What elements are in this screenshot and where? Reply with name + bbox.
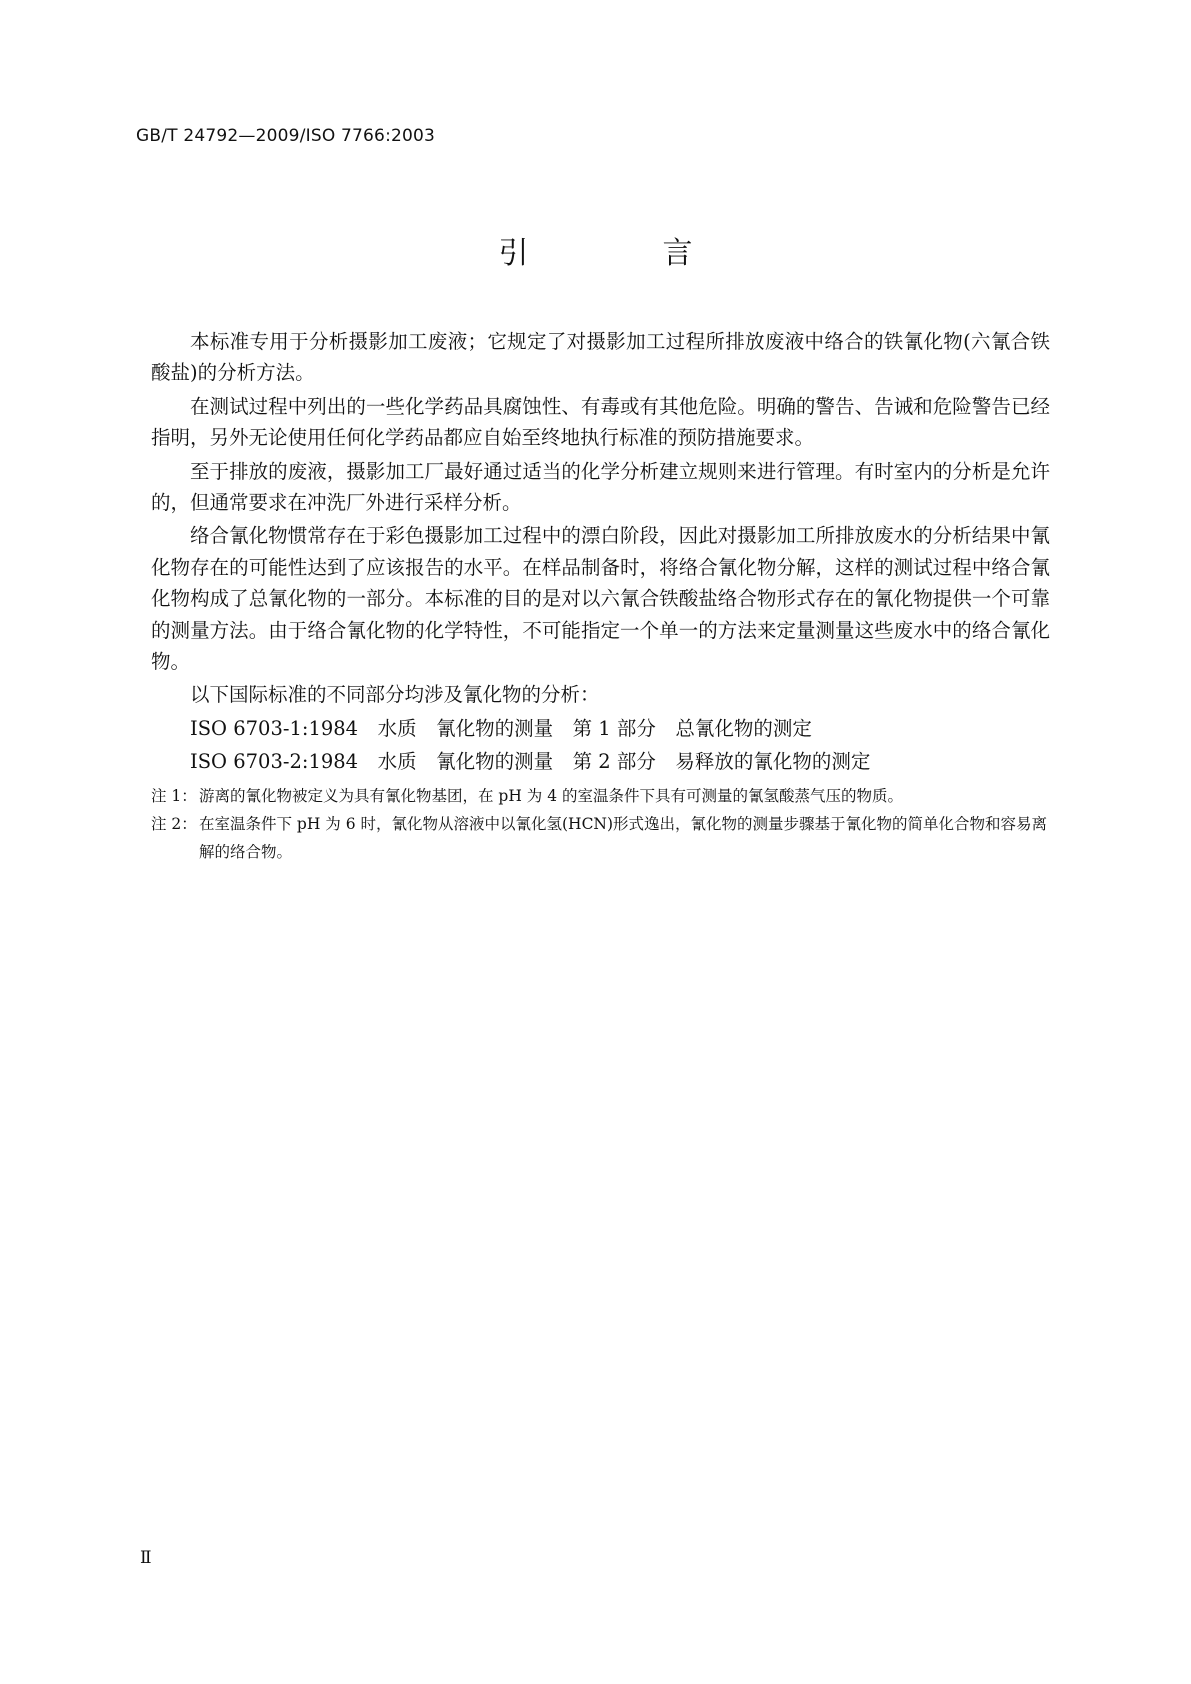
intro-paragraph-3: 至于排放的废液，摄影加工厂最好通过适当的化学分析建立规则来进行管理。有时室内的分析是允许的，但通常要求在冲洗厂外进行采样分析。 bbox=[151, 459, 1050, 515]
standard-id-header: GB/T 24792—2009/ISO 7766:2003 bbox=[136, 126, 436, 146]
intro-paragraph-5: 以下国际标准的不同部分均涉及氰化物的分析： bbox=[190, 683, 600, 707]
note-2-label: 注 2： bbox=[151, 814, 197, 833]
note-2-text: 在室温条件下 pH 为 6 时，氰化物从溶液中以氰化氢(HCN)形式逸出，氰化物的测量步骤基于氰化物的简单化合物和容易离解的络合物。 bbox=[199, 814, 1048, 861]
note-1-label: 注 1： bbox=[151, 786, 197, 805]
page-title: 引 言 bbox=[498, 236, 745, 271]
reference-item-2: ISO 6703-2:1984 水质 氰化物的测量 第 2 部分 易释放的氰化物的测定 bbox=[190, 750, 871, 774]
note-1 bbox=[151, 782, 1050, 810]
page-number: Ⅱ bbox=[140, 1548, 152, 1568]
reference-item-1: ISO 6703-1:1984 水质 氰化物的测量 第 1 部分 总氰化物的测定 bbox=[190, 716, 812, 740]
note-2 bbox=[151, 810, 1050, 866]
introduction-body bbox=[151, 326, 1050, 866]
intro-paragraph-4: 络合氰化物惯常存在于彩色摄影加工过程中的漂白阶段，因此对摄影加工所排放废水的分析结果中氰化物存在的可能性达到了应该报告的水平。在样品制备时，将络合氰化物分解，这样的测试过程中络合氰化物构成了总氰化物的一部分。本标准的目的是对以六氰合铁酸盐络合物形式存在的氰化物提供一个可靠的测量方法。由于络合氰化物的化学特性，不可能指定一个单一的方法来定量测量这些废水中的络合氰化物。 bbox=[151, 524, 1050, 674]
note-1-text: 游离的氰化物被定义为具有氰化物基团，在 pH 为 4 的室温条件下具有可测量的氰氢酸蒸气压的物质。 bbox=[199, 786, 904, 805]
intro-paragraph-2: 在测试过程中列出的一些化学药品具腐蚀性、有毒或有其他危险。明确的警告、告诫和危险警告已经指明，另外无论使用任何化学药品都应自始至终地执行标准的预防措施要求。 bbox=[151, 394, 1050, 450]
intro-paragraph-1: 本标准专用于分析摄影加工废液；它规定了对摄影加工过程所排放废液中络合的铁氰化物(六氰合铁酸盐)的分析方法。 bbox=[151, 330, 1050, 385]
notes-section bbox=[151, 782, 1050, 866]
